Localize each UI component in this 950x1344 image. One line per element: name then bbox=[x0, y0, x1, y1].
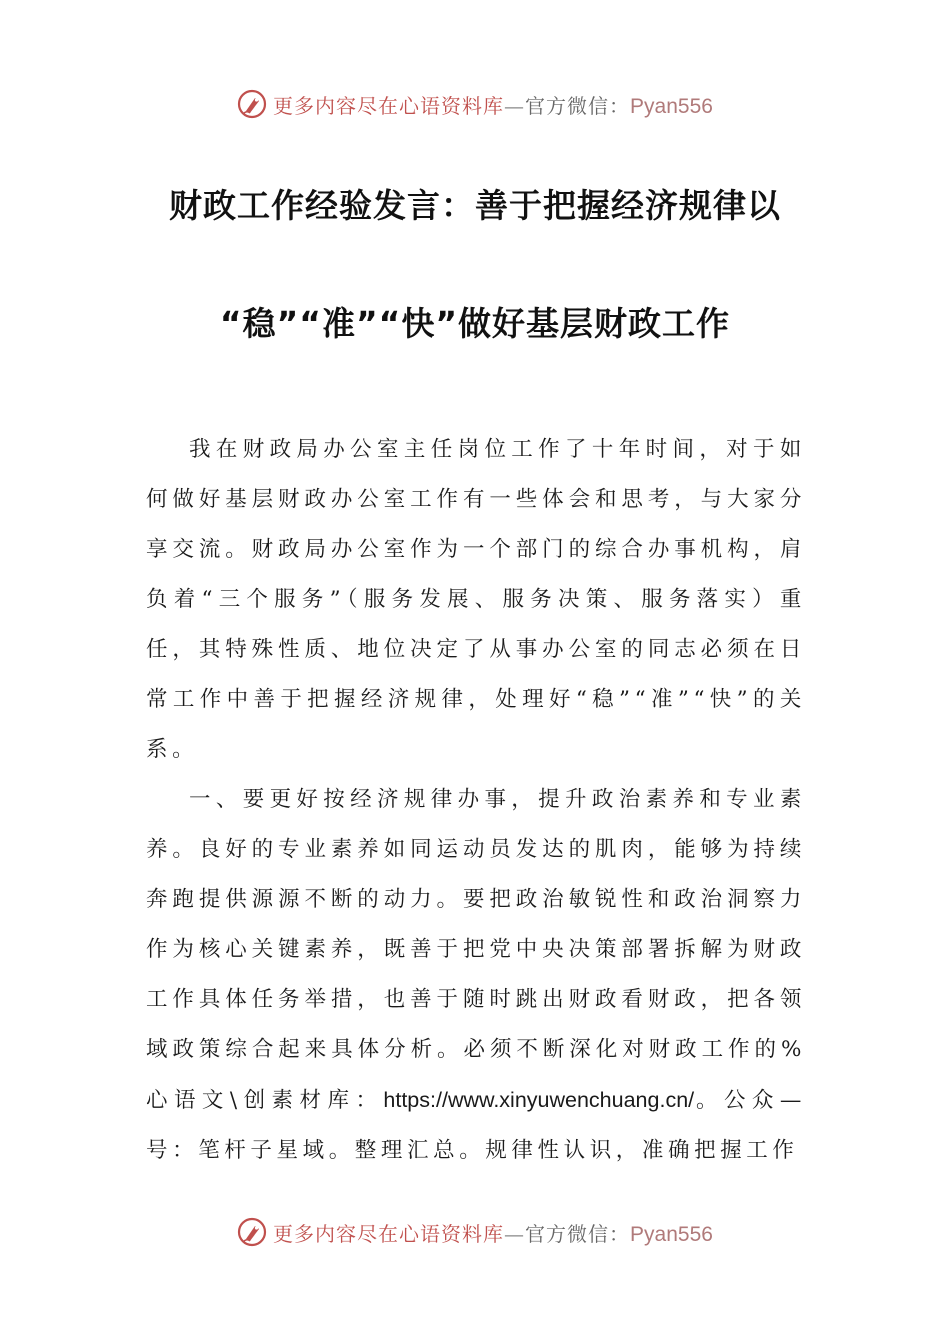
page-title-line-2: “稳”“准”“快”做好基层财政工作 bbox=[219, 304, 731, 343]
page-title-line-1: 财政工作经验发言：善于把握经济规律以 bbox=[169, 186, 781, 225]
wechat-id: Pyan556 bbox=[630, 1222, 713, 1246]
pen-nib-logo-icon bbox=[237, 1217, 267, 1247]
header-banner bbox=[0, 84, 950, 124]
source-url: https://www.xinyuwenchuang.cn/ bbox=[383, 1088, 695, 1112]
footer-banner bbox=[0, 1212, 950, 1252]
footer-banner-text: 更多内容尽在心语资料库—官方微信：Pyan556 bbox=[273, 1221, 713, 1246]
document-body bbox=[146, 425, 806, 1176]
header-banner-text: 更多内容尽在心语资料库—官方微信：Pyan556 bbox=[273, 93, 713, 118]
paragraph-1: 我在财政局办公室主任岗位工作了十年时间，对于如何做好基层财政办公室工作有一些体会和思考，与大家分享交流。财政局办公室作为一个部门的综合办事机构，肩负着“三个服务”（服务发展、服务决策、服务落实）重任，其特殊性质、地位决定了从事办公室的同志必须在日常工作中善于把握经济规律，处理好“稳”“准”“快”的关系。 bbox=[146, 437, 806, 762]
wechat-id: Pyan556 bbox=[630, 94, 713, 118]
pen-nib-logo-icon bbox=[237, 89, 267, 119]
paragraph-2: 一、要更好按经济规律办事，提升政治素养和专业素养。良好的专业素养如同运动员发达的肌肉，能够为持续奔跑提供源源不断的动力。要把政治敏锐性和政治洞察力作为核心关键素养，既善于把党中央决策部署拆解为财政工作具体任务举措，也善于随时跳出财政看财政，把各领域政策综合起来具体分析。必须不断深化对财政工作的%心语文\创素材库：https://www.xinyuwenchuang.cn/。公众—号：笔杆子星域。整理汇总。规律性认识，准确把握工作 bbox=[146, 787, 806, 1163]
